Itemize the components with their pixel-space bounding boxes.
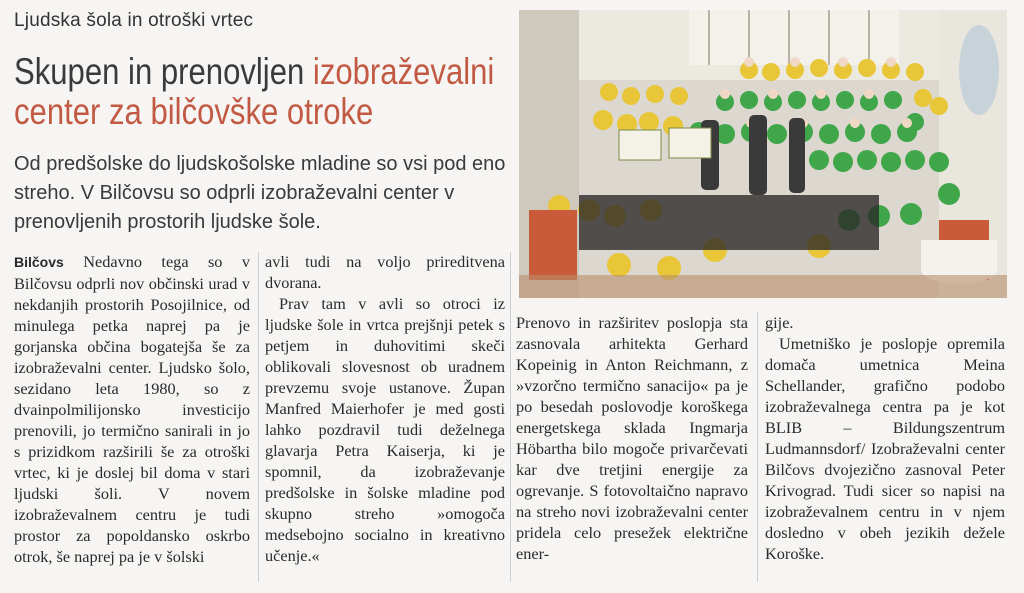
article-column-2	[265, 251, 505, 566]
column-4-paragraph-2: Umetniško je poslopje opremila domača umetnica Meina Schellander, grafično podobo izobraževalnega centra pa je kot BLIB – Bildungszentrum Ludmannsdorf/ Izobraževalni center Bilčovs dvojezično zasnoval Peter Krivograd. Tudi sicer so napisi na izobraževalnem centru in v njem dosledno v obeh jezikih dežele Koroške.	[765, 334, 1005, 563]
article-column-3	[516, 312, 748, 564]
column-divider	[258, 252, 259, 582]
headline-plain: Skupen in prenovljen	[14, 51, 313, 92]
column-divider	[510, 252, 511, 582]
column-1-text: Nedavno tega so v Bilčovsu odprli nov občinski urad v nekdanjih prostorih Posojilnice, od minulega petka naprej pa je gorjanska občina bogatejša še za izobraževalni center. Ljudsko šolo, sezidano leta 1980, so z dvainpolmilijonsko investicijo prenovili, jo termično sanirali in jo s prizidkom razširili še za otroški vrtec, ki je doslej bil doma v stari ljudski šoli. V novem izobraževalnem centru je tudi prostor za popoldansko oskrbo otrok, še naprej pa je v šolski	[14, 252, 250, 566]
article-kicker: Ljudska šola in otroški vrtec	[14, 10, 254, 31]
article-column-1	[14, 251, 250, 567]
article-column-4	[765, 312, 1005, 564]
children-choir-illustration	[519, 10, 1007, 298]
column-4-paragraph-1: gije.	[765, 313, 794, 332]
column-2-paragraph-1: avli tudi na voljo prireditvena dvorana.	[265, 252, 505, 292]
dateline: Bilčovs	[14, 254, 64, 270]
article-headline	[14, 51, 495, 132]
column-divider	[757, 312, 758, 582]
column-3-text: Prenovo in razširitev poslopja sta zasnovala arhitekta Gerhard Kopeinig in Anton Reichmann, z »vzorčno termično sanacijo« pa je po besedah poslovodje koroškega energetskega sklada Ingmarja Höbartha bilo mogoče privarčevati kar dve tretjini energije za ogrevanje. S fotovoltaično napravo na streho novi izobraževalni center pridela celo presežek električne ener-	[516, 313, 748, 563]
article-lead: Od predšolske do ljudskošolske mladine so vsi pod eno streho. V Bilčovsu so odprli izobraževalni center v prenovljenih prostorih ljudske šole.	[14, 153, 506, 233]
event-photo	[519, 10, 1007, 298]
headline-accent: izobraževalni center za bilčovške otroke	[14, 51, 495, 132]
column-2-paragraph-2: Prav tam v avli so otroci iz ljudske šole in vrtca prejšnji petek s petjem in duhovitimi skeči oblikovali slovesnost ob uradnem prevzemu svoje ustanove. Župan Manfred Maierhofer je med gosti lahko pozdravil tudi deželnega glavarja Petra Kaiserja, ki je spomnil, da izobraževanje predšolske in šolske mladine pod skupno streho »omogoča medsebojno socialno in kreativno učenje.«	[265, 294, 505, 565]
